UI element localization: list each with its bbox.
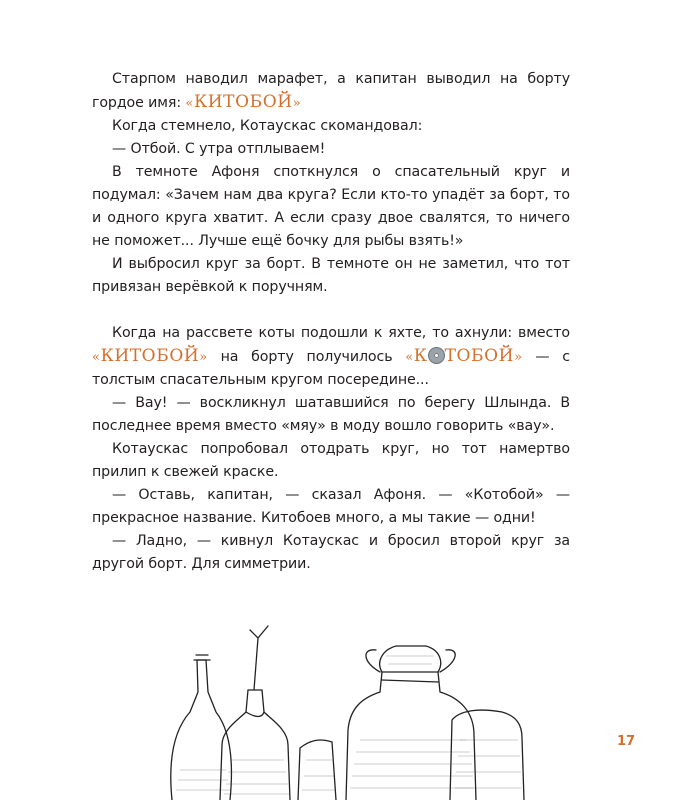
paragraph: Котаускас попробовал отодрать круг, но тот намертво прилип к свежей краске.: [92, 441, 570, 480]
boat-name-text: КИТОБОЙ: [100, 346, 200, 366]
boat-name-text: КИТОБОЙ: [193, 92, 293, 112]
boat-name-kotoboy: [405, 346, 522, 366]
boat-name-kitoboy: [92, 346, 208, 366]
paragraph: В темноте Афоня споткнулся о спасательный круг и подумал: «Зачем нам два круга? Если кто-то упадёт за борт, то и одного круга хватит. А если сразу двое свалятся, то ничего не поможет... Лучше ещё бочку для рыбы взять!»: [92, 164, 570, 249]
paragraph: — Вау! — воскликнул шатавшийся по берегу Шлында. В последнее время вместо «мяу» в моду вошло говорить «вау».: [92, 395, 570, 434]
paragraph: [92, 68, 570, 115]
paragraph-text: — с толстым спасательным кругом посередине...: [92, 349, 570, 388]
paragraph-text: на борту получилось: [207, 349, 406, 365]
paragraph-text: Старпом наводил марафет, а капитан выводил на борту гордое имя:: [92, 71, 570, 111]
life-ring-icon: [429, 348, 444, 363]
boat-name-text: К: [413, 346, 428, 366]
bottles-illustration: [150, 620, 530, 800]
quote-close: »: [199, 350, 208, 365]
quote-close: »: [514, 350, 523, 365]
quote-open: «: [92, 350, 101, 365]
quote-open: «: [185, 96, 194, 111]
quote-close: »: [292, 96, 302, 111]
paragraph: — Отбой. С утра отплываем!: [112, 141, 326, 157]
boat-name-kitoboy: [185, 92, 301, 112]
paragraph-text: Когда на рассвете коты подошли к яхте, то ахнули: вместо: [112, 325, 570, 341]
paragraph: — Оставь, капитан, — сказал Афоня. — «Котобой» — прекрасное название. Китобоев много, а мы такие — одни!: [92, 487, 570, 526]
paragraph: — Ладно, — кивнул Котаускас и бросил второй круг за другой борт. Для симметрии.: [92, 533, 570, 572]
boat-name-text: ТОБОЙ: [444, 346, 515, 366]
quote-open: «: [405, 350, 414, 365]
body-text: [92, 68, 570, 576]
page-number: 17: [617, 734, 636, 749]
paragraph: [92, 322, 570, 392]
paragraph: Когда стемнело, Котаускас скомандовал:: [112, 118, 423, 134]
paragraph: И выбросил круг за борт. В темноте он не заметил, что тот привязан верёвкой к поручням.: [92, 256, 570, 295]
